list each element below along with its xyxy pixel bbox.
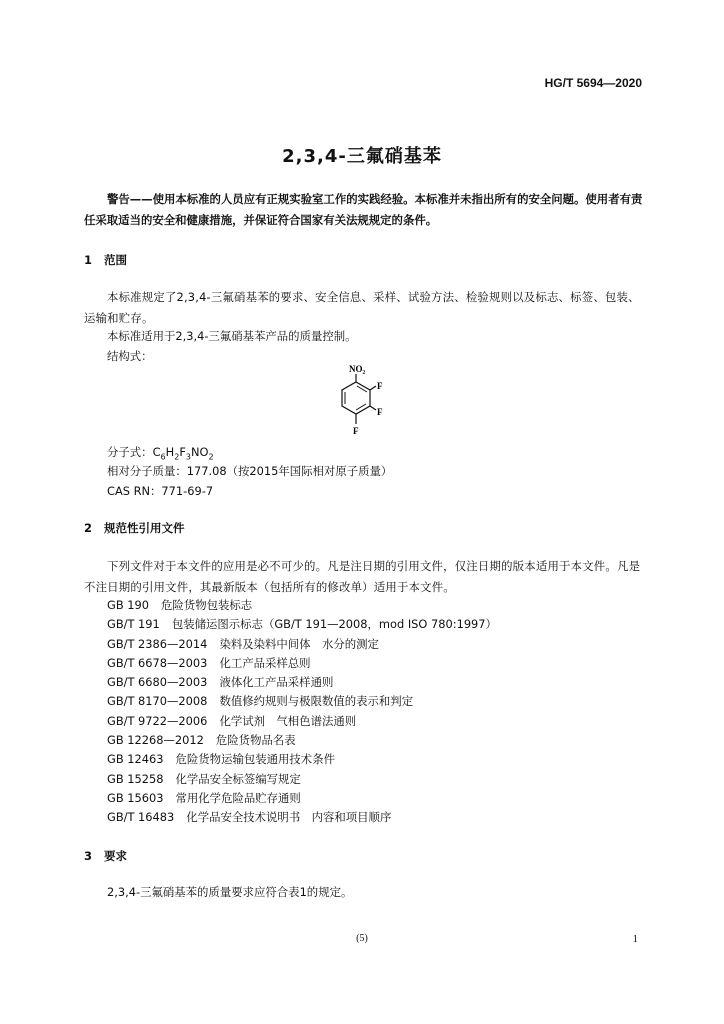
structure-label: 结构式： xyxy=(107,349,153,363)
reference-item xyxy=(107,692,497,711)
section-2-heading xyxy=(84,520,185,536)
reference-item xyxy=(107,808,497,827)
formula-c-count: 6 xyxy=(160,452,166,462)
section-number: 2 xyxy=(84,521,93,535)
page-number: 1 xyxy=(632,933,638,945)
reference-title: 化工产品采样总则 xyxy=(219,655,311,670)
molecular-formula xyxy=(107,444,214,461)
formula-h-count: 2 xyxy=(174,452,180,462)
reference-item xyxy=(107,712,497,731)
reference-code: GB/T 6680—2003 xyxy=(107,675,208,690)
reference-code: GB 15603 xyxy=(107,790,164,805)
footer-sequence: (5) xyxy=(356,933,368,944)
requirements-paragraph: 2,3,4-三氟硝基苯的质量要求应符合表1的规定。 xyxy=(107,885,353,899)
fluorine-label-3: F xyxy=(377,407,383,417)
structural-formula xyxy=(330,362,390,442)
nitro-group-label: NO₂ xyxy=(349,364,366,374)
reference-title: 数值修约规则与极限数值的表示和判定 xyxy=(219,694,414,709)
section-title: 要求 xyxy=(104,849,127,863)
formula-f: F xyxy=(179,445,186,459)
section-number: 1 xyxy=(84,253,93,267)
fluorine-label-4: F xyxy=(353,426,359,436)
reference-code: GB/T 9722—2006 xyxy=(107,713,208,728)
reference-item xyxy=(107,750,497,769)
fluorine-label-2: F xyxy=(377,381,383,391)
molecular-mass: 相对分子质量：177.08（按2015年国际相对原子质量） xyxy=(107,464,393,478)
reference-list xyxy=(107,596,497,828)
reference-item xyxy=(107,596,497,615)
reference-item xyxy=(107,673,497,692)
reference-title: 化学试剂 气相色谱法通则 xyxy=(219,713,357,728)
reference-code: GB 12268—2012 xyxy=(107,733,204,748)
formula-h: H xyxy=(165,445,175,459)
reference-item xyxy=(107,770,497,789)
reference-code: GB/T 191 xyxy=(107,617,160,632)
normative-references-intro: 下列文件对于本文件的应用是必不可少的。凡是注日期的引用文件，仅注日期的版本适用于本文件。凡是不注日期的引用文件，其最新版本（包括所有的修改单）适用于本文件。 xyxy=(84,559,641,594)
reference-item xyxy=(107,654,497,673)
reference-title: 危险货物品名表 xyxy=(215,733,296,748)
formula-c: C xyxy=(152,445,161,459)
scope-paragraph: 本标准规定了2,3,4-三氟硝基苯的要求、安全信息、采样、试验方法、检验规则以及标志、标签、包装、运输和贮存。 xyxy=(84,290,640,325)
reference-title: 危险货物运输包装通用技术条件 xyxy=(175,752,335,767)
cas-number: CAS RN：771-69-7 xyxy=(107,484,214,498)
document-title: 2,3,4-三氟硝基苯 xyxy=(282,146,442,167)
formula-f-count: 3 xyxy=(185,452,191,462)
section-3-heading xyxy=(84,848,127,864)
reference-code: GB 15258 xyxy=(107,771,164,786)
reference-title: 包装储运图示标志（GB/T 191—2008，mod ISO 780:1997） xyxy=(171,617,497,632)
standard-code: HG/T 5694—2020 xyxy=(544,76,642,90)
warning-paragraph: 警告——使用本标准的人员应有正规实验室工作的实践经验。本标准并未指出所有的安全问题。使用者有责任采取适当的安全和健康措施，并保证符合国家有关法规规定的条件。 xyxy=(84,192,643,227)
reference-title: 化学品安全标签编写规定 xyxy=(175,771,301,786)
reference-code: GB/T 2386—2014 xyxy=(107,636,208,651)
reference-item xyxy=(107,635,497,654)
formula-label: 分子式： xyxy=(107,445,153,459)
reference-title: 液体化工产品采样通则 xyxy=(219,675,334,690)
formula-no: NO xyxy=(190,445,209,459)
reference-item xyxy=(107,615,497,634)
section-number: 3 xyxy=(84,849,93,863)
reference-code: GB/T 6678—2003 xyxy=(107,655,208,670)
reference-item xyxy=(107,789,497,808)
scope-applicability: 本标准适用于2,3,4-三氟硝基苯产品的质量控制。 xyxy=(107,329,357,343)
reference-item xyxy=(107,731,497,750)
reference-title: 染料及染料中间体 水分的测定 xyxy=(219,636,379,651)
reference-title: 常用化学危险品贮存通则 xyxy=(175,790,301,805)
reference-code: GB/T 16483 xyxy=(107,810,175,825)
reference-code: GB 12463 xyxy=(107,752,164,767)
reference-code: GB/T 8170—2008 xyxy=(107,694,208,709)
section-title: 规范性引用文件 xyxy=(104,521,185,535)
section-1-heading xyxy=(84,252,127,268)
reference-title: 危险货物包装标志 xyxy=(161,598,253,612)
section-title: 范围 xyxy=(104,253,127,267)
formula-no-count: 2 xyxy=(208,452,214,462)
reference-code: GB 190 xyxy=(107,598,150,612)
reference-title: 化学品安全技术说明书 内容和项目顺序 xyxy=(186,810,392,825)
